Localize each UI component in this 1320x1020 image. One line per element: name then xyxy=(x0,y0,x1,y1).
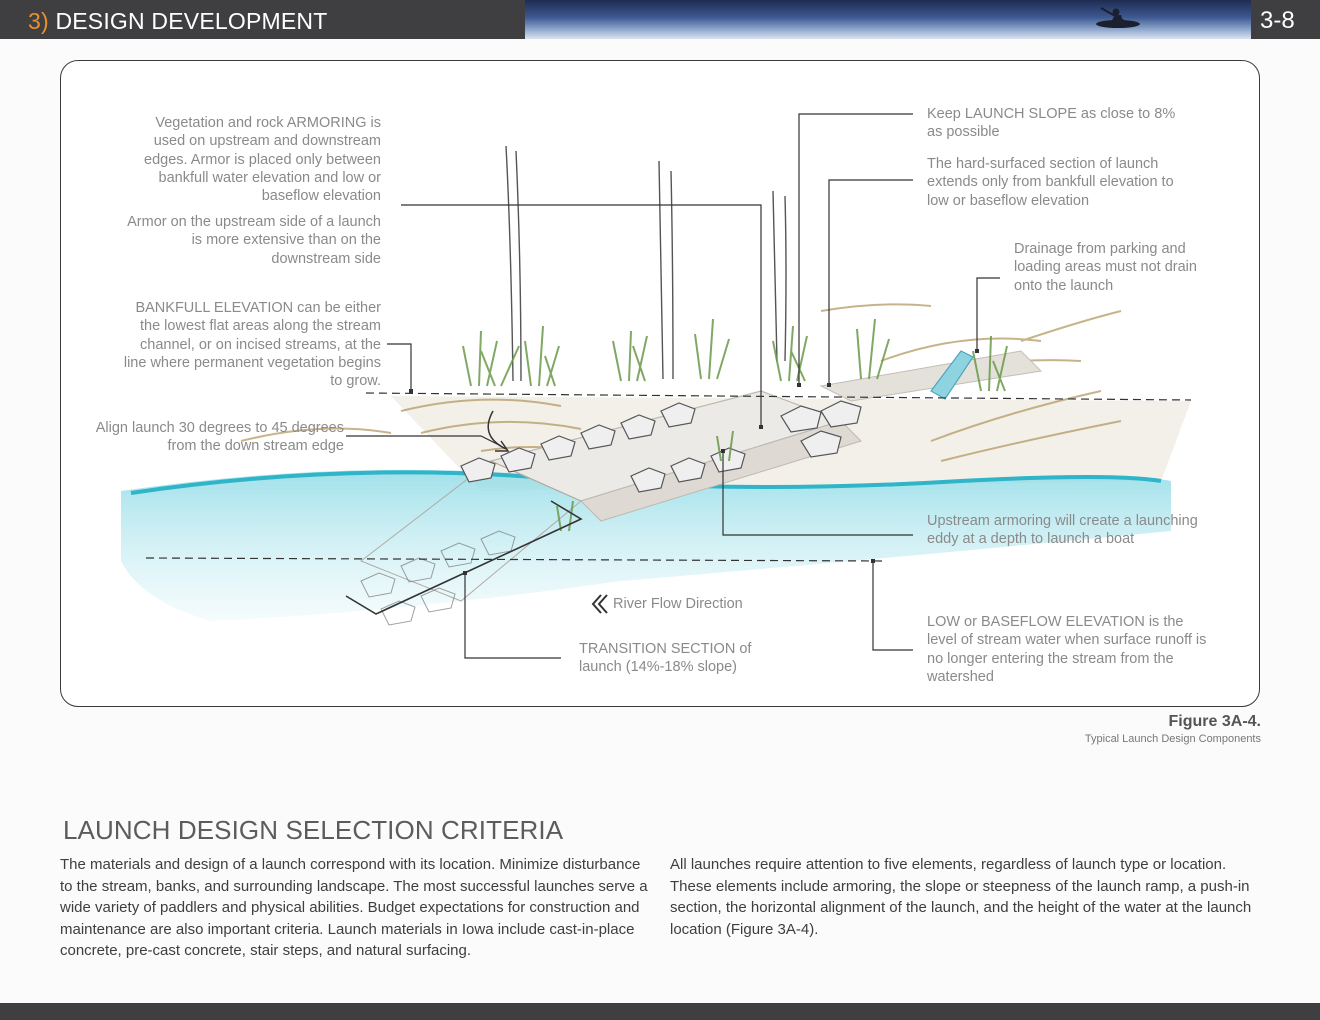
section-title xyxy=(28,8,327,35)
figure-caption: Typical Launch Design Components xyxy=(1084,733,1261,745)
criteria-heading: LAUNCH DESIGN SELECTION CRITERIA xyxy=(63,815,564,845)
note-drainage: Drainage from parking and loading areas must not drain onto the launch xyxy=(1014,241,1197,294)
section-number: 3) xyxy=(28,8,49,34)
figure-frame xyxy=(60,60,1260,707)
note-armoring: Vegetation and rock ARMORING is used on upstream and downstream edges. Armor is placed only between bankfull water elevation and low or baseflow elevation xyxy=(144,115,381,205)
note-align-launch: Align launch 30 degrees to 45 degrees from the down stream edge xyxy=(95,420,344,455)
note-launching-eddy: Upstream armoring will create a launching eddy at a depth to launch a boat xyxy=(927,513,1198,548)
page-number: 3-8 xyxy=(1260,7,1295,34)
note-armor-upstream: Armor on the upstream side of a launch is more extensive than on the downstream side xyxy=(127,214,381,267)
note-hard-surface: The hard-surfaced section of launch extends only from bankfull elevation to low or baseflow elevation xyxy=(927,156,1174,209)
criteria-paragraph-right: All launches require attention to five elements, regardless of launch type or location. These elements include armoring, the slope or steepness of the launch ramp, a push-in section, the horizontal alignment of the launch, and the height of the water at the launch location (Figure 3A-4). xyxy=(670,856,1252,938)
footer-bar xyxy=(0,1003,1320,1020)
note-transition-section: TRANSITION SECTION of launch (14%-18% slope) xyxy=(579,641,752,676)
section-name: DESIGN DEVELOPMENT xyxy=(55,8,328,34)
header-banner-image xyxy=(525,0,1251,39)
gravel-path xyxy=(821,351,1041,401)
kayaker-icon xyxy=(525,0,1251,39)
criteria-paragraph-left: The materials and design of a launch correspond with its location. Minimize disturbance to the stream, banks, and surrounding landscape. The most successful launches serve a wide variety of paddlers and physical abilities. Budget expectations for construction and maintenance are also important criteria. Launch materials in Iowa include cast-in-place concrete, pre-cast concrete, stair steps, and natural surfacing. xyxy=(60,856,648,960)
river-flow-icon xyxy=(593,595,607,613)
figure-number: Figure 3A-4. xyxy=(1168,713,1261,730)
tree-trunks xyxy=(506,146,786,381)
note-baseflow-elevation: LOW or BASEFLOW ELEVATION is the level of stream water when surface runoff is no longer entering the stream from the watershed xyxy=(927,614,1207,685)
note-launch-slope: Keep LAUNCH SLOPE as close to 8% as possible xyxy=(927,106,1176,141)
note-bankfull-elevation: BANKFULL ELEVATION can be either the lowest flat areas along the stream channel, or on incised streams, at the line where permanent vegetation begins to grow. xyxy=(123,300,381,390)
note-river-flow: River Flow Direction xyxy=(613,596,743,612)
